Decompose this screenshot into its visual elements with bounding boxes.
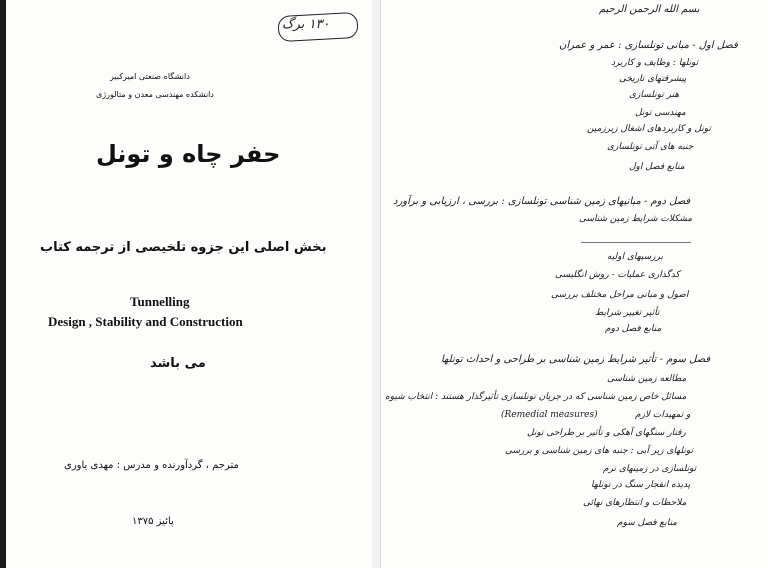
chapter3-item: منابع فصل سوم — [617, 518, 677, 528]
scan-edge — [0, 0, 6, 568]
english-title-line1: Tunnelling — [130, 294, 190, 309]
chapter2-item: مشکلات شرایط زمین شناسی — [579, 214, 693, 224]
page-count-stamp-text: ۱۳۰ برگ — [282, 17, 330, 32]
chapter1-item: تونلها : وظایف و کاربرد — [611, 58, 699, 68]
english-title-line2: Design , Stability and Construction — [48, 314, 243, 329]
chapter1-item: پیشرفتهای تاریخی — [619, 74, 687, 84]
book-gutter — [372, 0, 380, 568]
chapter1-title: فصل اول - مبانی تونلسازی : عمر و عمران — [559, 40, 738, 51]
chapter3-item: ملاحظات و انتظارهای نهائی — [583, 498, 687, 508]
chapter3-item: رفتار سنگهای آهکی و تأثیر بر طراحی تونل — [527, 428, 686, 438]
chapter2-title: فصل دوم - مبانیهای زمین شناسی تونلسازی : بررسی ، ارزیابی و برآورد — [393, 196, 691, 207]
mibashad-text: می باشد — [150, 356, 206, 371]
chapter1-item: تونل و کاربردهای اشغال زیرزمین — [587, 124, 711, 134]
faculty-name: دانشکده مهندسی معدن و متالورژی — [96, 90, 214, 99]
chapter2-item: بررسیهای اولیه — [607, 252, 663, 262]
left-page — [0, 0, 373, 568]
chapter3-item: پدیده انفجار سنگ در تونلها — [591, 480, 691, 490]
date-text: پائیز ۱۳۷۵ — [132, 516, 174, 527]
chapter2-item: تأثیر تغییر شرایط — [595, 308, 660, 318]
credits-line: مترجم ، گردآورنده و مدرس : مهدی یاوری — [64, 460, 239, 471]
document-title: حفر چاه و تونل — [96, 140, 281, 168]
chapter1-item: هنر تونلسازی — [629, 90, 680, 100]
struck-line — [581, 242, 691, 243]
chapter2-item: اصول و مبانی مراحل مختلف بررسی — [551, 290, 689, 300]
chapter3-item: و تمهیدات لازم — [635, 410, 691, 420]
chapter1-item: جنبه های آتی تونلسازی — [607, 142, 694, 152]
chapter1-item: مهندسی تونل — [635, 108, 686, 118]
header-note: بسم الله الرحمن الرحیم — [599, 4, 700, 15]
chapter3-english-note: (Remedial measures) — [501, 410, 598, 420]
chapter3-item: مسائل خاص زمین شناسی که در جریان تونلسازی تأثیرگذار هستند : انتخاب شیوه — [385, 392, 687, 402]
chapter2-item: کدگذاری عملیات - روش انگلیسی — [555, 270, 680, 280]
university-name: دانشگاه صنعتی امیرکبیر — [110, 72, 190, 81]
document-subtitle: بخش اصلی این جزوه تلخیصی از ترجمه کتاب — [40, 240, 327, 255]
chapter3-item: تونلسازی در زمینهای نرم — [603, 464, 697, 474]
chapter3-title: فصل سوم - تأثیر شرایط زمین شناسی بر طراحی و احداث تونلها — [441, 354, 711, 365]
chapter3-item: تونلهای زیر آبی : جنبه های زمین شناسی و بررسی — [505, 446, 694, 456]
chapter3-item: مطالعه زمین شناسی — [607, 374, 687, 384]
chapter1-item: منابع فصل اول — [629, 162, 685, 172]
right-page — [380, 0, 768, 568]
chapter2-item: منابع فصل دوم — [605, 324, 662, 334]
